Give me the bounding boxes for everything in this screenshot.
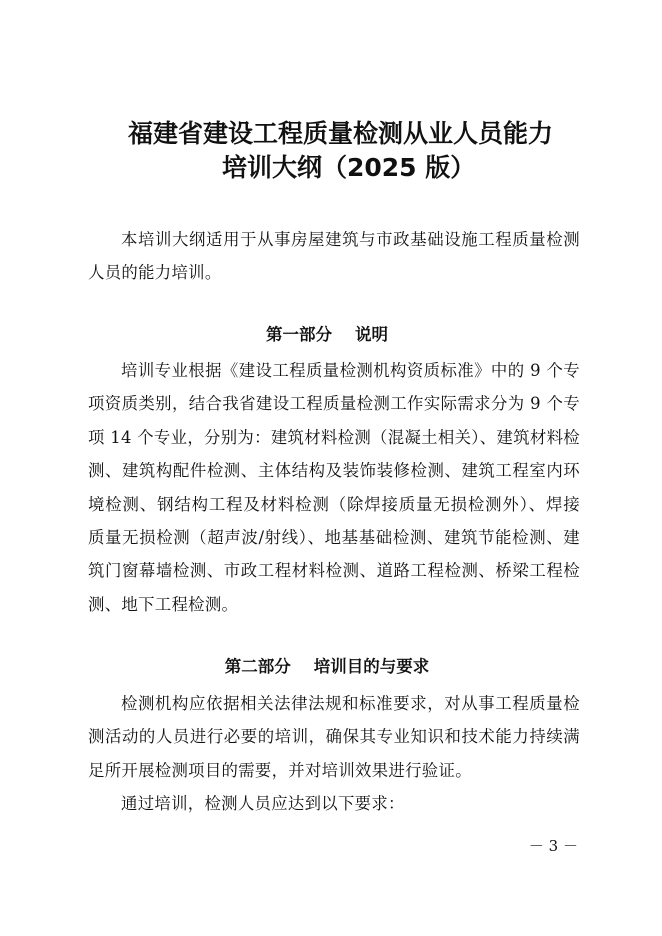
intro-paragraph: 本培训大纲适用于从事房屋建筑与市政基础设施工程质量检测人员的能力培训。: [88, 230, 580, 283]
document-title-line-2: 培训大纲（2025 版）: [222, 153, 476, 182]
section-1-paragraph: 培训专业根据《建设工程质量检测机构资质标准》中的 9 个专项资质类别，结合我省建设工程质量检测工作实际需求分为 9 个专项 14 个专业，分别为：建筑材料检测（混凝土相关）、建筑材料检测、建筑构配件检测、主体结构及装饰装修检测、建筑工程室内环境检测、钢结构工程及材料检测（除焊接质量无损检测外）、焊接质量无损检测（超声波/射线）、地基基础检测、建筑节能检测、建筑门窗幕墙检测、市政工程材料检测、道路工程检测、桥梁工程检测、地下工程检测。: [88, 361, 580, 614]
section-2-paragraph-2: 通过培训，检测人员应达到以下要求：: [121, 794, 405, 813]
page-number: － 3 －: [528, 837, 578, 855]
section-1-heading: 第一部分 说明: [266, 325, 388, 344]
section-2-heading: 第二部分 培训目的与要求: [224, 657, 430, 676]
section-2-paragraph-1: 检测机构应依据相关法律法规和标准要求，对从事工程质量检测活动的人员进行必要的培训，确保其专业知识和技术能力持续满足所开展检测项目的需要，并对培训效果进行验证。: [88, 694, 580, 780]
document-title-line-1: 福建省建设工程质量检测从业人员能力: [128, 119, 554, 148]
